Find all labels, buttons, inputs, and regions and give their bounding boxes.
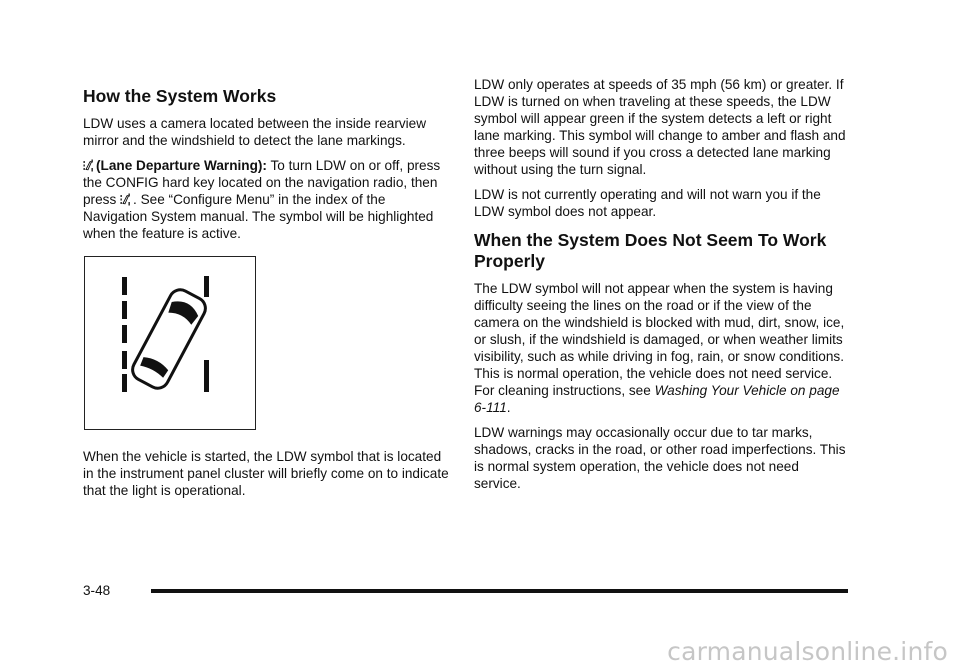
paragraph-not-operating: LDW is not currently operating and will not warn you if the LDW symbol does not appear.: [474, 187, 821, 219]
paragraph-ldw-toggle: [83, 157, 453, 242]
left-column: [83, 86, 453, 507]
cross-reference-link[interactable]: Washing Your Vehicle on page 6-111: [474, 383, 840, 415]
ldw-text-b: . See “Configure Menu” in the index of the Navigation System manual. The symbol will be highlighted when the feature is active.: [83, 192, 434, 241]
paragraph-camera-location: LDW uses a camera located between the inside rearview mirror and the windshield to detect the lane markings.: [83, 116, 427, 148]
paragraph-not-appear: [474, 280, 846, 416]
ldw-symbol-figure: [84, 256, 256, 430]
not-appear-end: .: [506, 400, 511, 415]
right-column: [474, 76, 846, 500]
ldw-label: (Lane Departure Warning):: [96, 158, 267, 173]
paragraph-ldw-start: When the vehicle is started, the LDW symbol that is located in the instrument panel cluster will briefly come on to indicate that the light is operational.: [83, 449, 449, 498]
ldw-inline-symbol-icon: [120, 193, 131, 206]
watermark: carmanualsonline.info: [667, 637, 948, 666]
page-number: 3-48: [83, 583, 111, 598]
not-appear-text: The LDW symbol will not appear when the system is having difficulty seeing the lines on the road or if the view of the camera on the windshield is blocked with mud, dirt, snow, ice, or slush, if the windshield is damaged, or when weather limits visibility, such as while driving in fog, rain, or snow conditions. This is normal operation, the vehicle does not need service. For cleaning instructions, see: [474, 281, 845, 398]
ldw-text-a: To turn LDW on or off, press the CONFIG hard key located on the navigation radio, then press: [83, 158, 441, 207]
ldw-symbol-icon: [83, 159, 94, 172]
ldw-symbol-large-icon: [85, 257, 254, 428]
section-heading-how-system-works: How the System Works: [83, 86, 277, 106]
paragraph-speed: LDW only operates at speeds of 35 mph (56 km) or greater. If LDW is turned on when traveling at these speeds, the LDW symbol will appear green if the system detects a left or right lane marking. This symbol will change to amber and flash and three beeps will sound if you cross a detected lane marking without using the turn signal.: [474, 77, 846, 177]
section-heading-not-working: When the System Does Not Seem To Work Properly: [474, 230, 827, 271]
footer-rule: [151, 589, 848, 593]
paragraph-false-warnings: LDW warnings may occasionally occur due to tar marks, shadows, cracks in the road, or other road imperfections. This is normal system operation, the vehicle does not need service.: [474, 425, 846, 491]
